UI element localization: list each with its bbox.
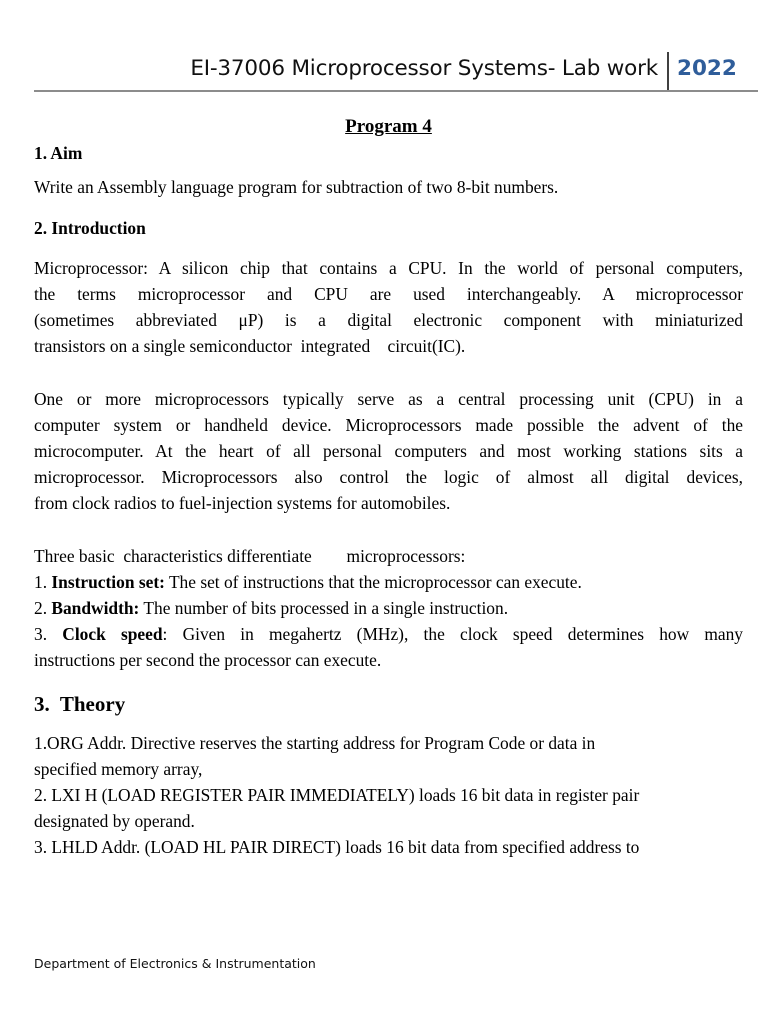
text-line: 1.ORG Addr. Directive reserves the starting address for Program Code or data in — [34, 732, 596, 753]
text-line: microprocessor. Microprocessors also control the logic of almost all digital devices, — [34, 467, 743, 488]
characteristics-intro: Three basic characteristics differentiate microprocessors: — [34, 545, 466, 566]
page-footer: Department of Electronics & Instrumentation — [34, 956, 316, 971]
course-title: EI-37006 Microprocessor Systems- Lab work — [190, 56, 658, 81]
item-term: Clock speed — [62, 624, 163, 645]
header-divider — [667, 52, 669, 92]
text-line: One or more microprocessors typically serve as a central processing unit (CPU) in a — [34, 388, 743, 409]
intro-paragraph-2 — [34, 386, 743, 517]
text-line: specified memory array, — [34, 758, 203, 779]
theory-list — [34, 730, 743, 861]
item-term: Bandwidth: — [51, 598, 140, 619]
list-item-continuation: instructions per second the processor can execute. — [34, 650, 382, 671]
header-rule — [34, 90, 758, 92]
text-line: 3. LHLD Addr. (LOAD HL PAIR DIRECT) loads 16 bit data from specified address to — [34, 837, 640, 858]
characteristics-list — [34, 543, 743, 674]
text-line: microcomputer. At the heart of all personal computers and most working stations sits a — [34, 441, 743, 462]
aim-text: Write an Assembly language program for subtraction of two 8-bit numbers. — [34, 177, 559, 198]
item-number: 2. — [34, 598, 52, 619]
header-year: 2022 — [677, 56, 737, 81]
text-line: the terms microprocessor and CPU are used interchangeably. A microprocessor — [34, 284, 743, 305]
list-item — [34, 595, 743, 621]
item-term: Instruction set: — [51, 571, 165, 592]
text-line: transistors on a single semiconductor integrated circuit(IC). — [34, 336, 466, 357]
item-number: 1. — [34, 571, 52, 592]
item-text: The number of bits processed in a single instruction. — [139, 598, 509, 619]
program-title: Program 4 — [345, 116, 432, 137]
text-line: computer system or handheld device. Microprocessors made possible the advent of the — [34, 414, 743, 435]
text-line: (sometimes abbreviated μP) is a digital electronic component with miniaturized — [34, 310, 743, 331]
list-item — [34, 621, 743, 647]
text-line: from clock radios to fuel-injection systems for automobiles. — [34, 493, 451, 514]
item-number: 3. — [34, 624, 63, 645]
theory-heading: 3. Theory — [34, 691, 126, 716]
text-line: Microprocessor: A silicon chip that contains a CPU. In the world of personal computers, — [34, 257, 743, 278]
text-line: designated by operand. — [34, 811, 195, 832]
page-header — [34, 52, 758, 92]
aim-heading: 1. Aim — [34, 143, 83, 164]
item-text: The set of instructions that the microprocessor can execute. — [164, 571, 582, 592]
list-item — [34, 569, 743, 595]
text-line: 2. LXI H (LOAD REGISTER PAIR IMMEDIATELY) loads 16 bit data in register pair — [34, 785, 640, 806]
introduction-heading: 2. Introduction — [34, 217, 146, 238]
intro-paragraph-1 — [34, 255, 743, 360]
item-text: : Given in megahertz (MHz), the clock speed determines how many — [162, 624, 744, 645]
document-body — [34, 114, 743, 861]
